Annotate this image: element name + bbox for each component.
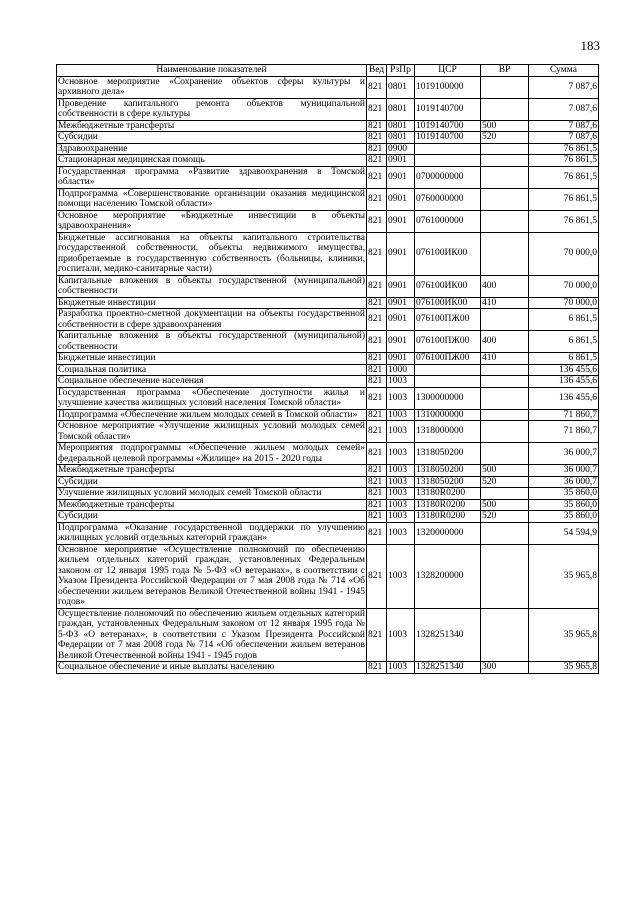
table-row	[57, 421, 599, 443]
row-ved-cell: 821	[367, 297, 387, 309]
row-vr-cell	[481, 488, 529, 500]
row-rzpr-cell: 1003	[387, 544, 415, 608]
row-rzpr-cell: 0801	[387, 132, 415, 144]
row-csr-cell: 076100ИК00	[415, 232, 481, 275]
row-sum-cell: 76 861,5	[529, 143, 599, 155]
row-sum-cell: 54 594,9	[529, 522, 599, 544]
table-row	[57, 155, 599, 167]
row-name-cell: Основное мероприятие «Улучшение жилищных условий молодых семей Томской области»	[58, 421, 365, 442]
row-name-cell: Субсидии	[57, 476, 367, 488]
row-ved-cell: 821	[367, 364, 387, 376]
row-ved-cell: 821	[367, 188, 387, 210]
row-ved-cell: 821	[367, 511, 387, 523]
row-rzpr-cell: 0901	[387, 166, 415, 188]
table-row	[57, 143, 599, 155]
row-csr-cell	[415, 155, 481, 167]
table-row	[57, 376, 599, 388]
row-name-cell: Субсидии	[57, 511, 367, 523]
row-rzpr-cell: 0801	[387, 98, 415, 120]
row-rzpr-cell: 1003	[387, 421, 415, 443]
row-name-cell: Проведение капитального ремонта объектов муниципальной собственности в сфере культуры	[58, 98, 365, 119]
row-rzpr-cell: 1000	[387, 364, 415, 376]
row-rzpr-cell: 0901	[387, 188, 415, 210]
row-vr-cell	[481, 166, 529, 188]
budget-table	[56, 64, 599, 674]
row-ved-cell: 821	[367, 488, 387, 500]
row-name-cell: Осуществление полномочий по обеспечению жильем отдельных категорий граждан, установленных Федеральным законом от 12 января 1995 года № 5-ФЗ «О ветеранах», в соответствии с Указом Президента Российской Федерации от 7 мая 2008 года № 714 «Об обеспечении жильем ветеранов Великой Отечественной войны 1941 - 1945 годов	[58, 608, 365, 661]
row-vr-cell	[481, 608, 529, 662]
row-vr-cell	[481, 232, 529, 275]
table-row	[57, 188, 599, 210]
table-row	[57, 465, 599, 477]
row-csr-cell: 1328200000	[415, 544, 481, 608]
table-row	[57, 210, 599, 232]
row-rzpr-cell: 1003	[387, 488, 415, 500]
table-row	[57, 297, 599, 309]
header-name: Наименование показателей	[57, 65, 367, 77]
table-row	[57, 98, 599, 120]
row-sum-cell: 36 000,7	[529, 476, 599, 488]
row-rzpr-cell: 0900	[387, 143, 415, 155]
row-ved-cell: 821	[367, 476, 387, 488]
row-sum-cell: 70 000,0	[529, 297, 599, 309]
row-name-cell: Социальное обеспечение населения	[57, 376, 367, 388]
row-ved-cell: 821	[367, 210, 387, 232]
row-ved-cell: 821	[367, 331, 387, 353]
row-vr-cell	[481, 155, 529, 167]
row-vr-cell	[481, 409, 529, 421]
row-csr-cell: 076100ИК00	[415, 297, 481, 309]
row-vr-cell: 300	[481, 662, 529, 674]
table-row	[57, 353, 599, 365]
row-sum-cell: 7 087,6	[529, 76, 599, 98]
table-row	[57, 409, 599, 421]
row-sum-cell: 136 455,6	[529, 364, 599, 376]
table-row	[57, 275, 599, 297]
row-vr-cell: 410	[481, 353, 529, 365]
row-csr-cell	[415, 364, 481, 376]
row-ved-cell: 821	[367, 275, 387, 297]
row-name-cell: Капитальные вложения в объекты государственной (муниципальной) собственности	[58, 275, 365, 296]
row-rzpr-cell: 0901	[387, 309, 415, 331]
table-header-row	[57, 65, 599, 77]
row-vr-cell: 520	[481, 511, 529, 523]
row-csr-cell	[415, 143, 481, 155]
row-vr-cell: 520	[481, 476, 529, 488]
row-csr-cell: 1328251340	[415, 662, 481, 674]
table-row	[57, 488, 599, 500]
row-rzpr-cell: 1003	[387, 499, 415, 511]
row-vr-cell	[481, 376, 529, 388]
row-ved-cell: 821	[367, 232, 387, 275]
row-ved-cell: 821	[367, 98, 387, 120]
row-rzpr-cell: 0801	[387, 120, 415, 132]
row-sum-cell: 35 965,8	[529, 544, 599, 608]
row-csr-cell: 1019140700	[415, 132, 481, 144]
row-rzpr-cell: 0901	[387, 331, 415, 353]
row-sum-cell: 35 860,0	[529, 488, 599, 500]
table-body	[57, 76, 599, 673]
row-csr-cell: 076100ПЖ00	[415, 331, 481, 353]
row-vr-cell	[481, 522, 529, 544]
table-row	[57, 331, 599, 353]
row-name-cell: Государственная программа «Обеспечение доступности жилья и улучшение качества жилищных условий населения Томской области»	[58, 387, 365, 408]
row-vr-cell	[481, 210, 529, 232]
row-rzpr-cell: 1003	[387, 476, 415, 488]
row-ved-cell: 821	[367, 544, 387, 608]
row-csr-cell: 13180R0200	[415, 511, 481, 523]
table-row	[57, 476, 599, 488]
row-ved-cell: 821	[367, 76, 387, 98]
row-sum-cell: 35 860,0	[529, 511, 599, 523]
row-vr-cell: 500	[481, 120, 529, 132]
row-rzpr-cell: 1003	[387, 662, 415, 674]
row-ved-cell: 821	[367, 465, 387, 477]
table-row	[57, 309, 599, 331]
row-ved-cell: 821	[367, 143, 387, 155]
row-vr-cell	[481, 188, 529, 210]
row-name-cell: Стационарная медицинская помощь	[57, 155, 367, 167]
row-csr-cell: 1310000000	[415, 409, 481, 421]
page-number: 183	[580, 38, 600, 53]
table-row	[57, 120, 599, 132]
row-csr-cell: 1318050200	[415, 443, 481, 465]
row-csr-cell: 13180R0200	[415, 499, 481, 511]
row-name-cell: Разработка проектно-сметной документации на объекты государственной собственности в сфере здравоохранения	[58, 309, 365, 330]
row-name-cell: Социальное обеспечение и иные выплаты населению	[57, 662, 367, 674]
row-vr-cell	[481, 143, 529, 155]
row-vr-cell	[481, 98, 529, 120]
row-sum-cell: 35 860,0	[529, 499, 599, 511]
row-csr-cell: 1300000000	[415, 387, 481, 409]
row-sum-cell: 35 965,8	[529, 662, 599, 674]
row-sum-cell: 76 861,5	[529, 210, 599, 232]
row-csr-cell: 0700000000	[415, 166, 481, 188]
row-csr-cell: 1019100000	[415, 76, 481, 98]
row-vr-cell: 500	[481, 465, 529, 477]
row-sum-cell: 6 861,5	[529, 331, 599, 353]
row-sum-cell: 7 087,6	[529, 132, 599, 144]
row-sum-cell: 76 861,5	[529, 155, 599, 167]
row-ved-cell: 821	[367, 309, 387, 331]
row-name-cell: Капитальные вложения в объекты государственной (муниципальной) собственности	[58, 331, 365, 352]
row-sum-cell: 136 455,6	[529, 387, 599, 409]
table-row	[57, 76, 599, 98]
row-sum-cell: 70 000,0	[529, 275, 599, 297]
row-rzpr-cell: 0901	[387, 353, 415, 365]
row-rzpr-cell: 1003	[387, 376, 415, 388]
row-sum-cell: 35 965,8	[529, 608, 599, 662]
row-sum-cell: 76 861,5	[529, 166, 599, 188]
row-ved-cell: 821	[367, 409, 387, 421]
row-ved-cell: 821	[367, 522, 387, 544]
row-name-cell: Подпрограмма «Оказание государственной поддержки по улучшению жилищных условий отдельных категорий граждан»	[58, 522, 365, 543]
table-row	[57, 387, 599, 409]
table-row	[57, 499, 599, 511]
row-name-cell: Государственная программа «Развитие здравоохранения в Томской области»	[58, 166, 365, 187]
row-ved-cell: 821	[367, 353, 387, 365]
row-sum-cell: 36 000,7	[529, 443, 599, 465]
row-vr-cell	[481, 364, 529, 376]
row-name-cell: Социальная политика	[57, 364, 367, 376]
row-name-cell: Бюджетные ассигнования на объекты капитального строительства государственной собственности, объекты недвижимого имущества, приобретаемые в государственную собственность (больницы, клиники, госпитали, медико-санитарные части)	[58, 232, 365, 274]
row-vr-cell	[481, 421, 529, 443]
row-name-cell: Улучшение жилищных условий молодых семей Томской области	[57, 488, 367, 500]
row-sum-cell: 7 087,6	[529, 120, 599, 132]
row-rzpr-cell: 1003	[387, 443, 415, 465]
row-sum-cell: 136 455,6	[529, 376, 599, 388]
row-ved-cell: 821	[367, 376, 387, 388]
row-sum-cell: 70 000,0	[529, 232, 599, 275]
row-csr-cell: 0760000000	[415, 188, 481, 210]
row-vr-cell: 410	[481, 297, 529, 309]
row-name-cell: Субсидии	[57, 132, 367, 144]
row-name-cell: Подпрограмма «Обеспечение жильем молодых семей в Томской области»	[57, 409, 367, 421]
row-name-cell: Основное мероприятие «Бюджетные инвестиции в объекты здравоохранения»	[58, 210, 365, 231]
row-csr-cell	[415, 376, 481, 388]
table-row	[57, 443, 599, 465]
row-sum-cell: 71 860,7	[529, 421, 599, 443]
row-rzpr-cell: 1003	[387, 522, 415, 544]
row-rzpr-cell: 0901	[387, 232, 415, 275]
row-name-cell: Подпрограмма «Совершенствование организации оказания медицинской помощи населению Томской области»	[58, 188, 365, 209]
row-name-cell: Основное мероприятие «Сохранение объектов сферы культуры и архивного дела»	[58, 76, 365, 97]
row-sum-cell: 76 861,5	[529, 188, 599, 210]
row-sum-cell: 36 000,7	[529, 465, 599, 477]
row-vr-cell: 400	[481, 275, 529, 297]
row-sum-cell: 71 860,7	[529, 409, 599, 421]
row-csr-cell: 076100ИК00	[415, 275, 481, 297]
row-rzpr-cell: 1003	[387, 465, 415, 477]
row-name-cell: Межбюджетные трансферты	[57, 465, 367, 477]
row-rzpr-cell: 0901	[387, 275, 415, 297]
row-ved-cell: 821	[367, 120, 387, 132]
row-ved-cell: 821	[367, 421, 387, 443]
row-csr-cell: 0761000000	[415, 210, 481, 232]
row-vr-cell	[481, 387, 529, 409]
row-rzpr-cell: 0901	[387, 155, 415, 167]
header-csr: ЦСР	[415, 65, 481, 77]
table-row	[57, 544, 599, 608]
row-rzpr-cell: 1003	[387, 387, 415, 409]
row-rzpr-cell: 0901	[387, 297, 415, 309]
row-csr-cell: 076100ПЖ00	[415, 353, 481, 365]
row-vr-cell: 520	[481, 132, 529, 144]
table-row	[57, 364, 599, 376]
row-ved-cell: 821	[367, 499, 387, 511]
row-vr-cell	[481, 76, 529, 98]
row-csr-cell: 13180R0200	[415, 488, 481, 500]
row-sum-cell: 6 861,5	[529, 353, 599, 365]
row-csr-cell: 1318000000	[415, 421, 481, 443]
table-row	[57, 232, 599, 275]
row-sum-cell: 6 861,5	[529, 309, 599, 331]
row-ved-cell: 821	[367, 387, 387, 409]
row-name-cell: Мероприятия подпрограммы «Обеспечение жильем молодых семей» федеральной целевой программы «Жилище» на 2015 - 2020 годы	[58, 443, 365, 464]
header-ved: Вед	[367, 65, 387, 77]
header-sum: Сумма	[529, 65, 599, 77]
table-row	[57, 132, 599, 144]
row-ved-cell: 821	[367, 132, 387, 144]
row-rzpr-cell: 0901	[387, 210, 415, 232]
row-csr-cell: 1328251340	[415, 608, 481, 662]
row-name-cell: Межбюджетные трансферты	[57, 499, 367, 511]
row-csr-cell: 1019140700	[415, 120, 481, 132]
row-name-cell: Здравоохранение	[57, 143, 367, 155]
row-vr-cell	[481, 544, 529, 608]
row-vr-cell: 400	[481, 331, 529, 353]
row-name-cell: Основное мероприятие «Осуществление полномочий по обеспечению жильем отдельных категорий граждан, установленных Федеральным законом от 12 января 1995 года № 5-ФЗ «О ветеранах», в соответствии с Указом Президента Российской Федерации от 7 мая 2008 года № 714 «Об обеспечении жильем ветеранов Великой Отечественной войны 1941 - 1945 годов»	[58, 544, 365, 607]
row-ved-cell: 821	[367, 166, 387, 188]
row-csr-cell: 1318050200	[415, 476, 481, 488]
row-name-cell: Бюджетные инвестиции	[57, 353, 367, 365]
row-vr-cell	[481, 309, 529, 331]
row-ved-cell: 821	[367, 155, 387, 167]
header-vr: ВР	[481, 65, 529, 77]
row-vr-cell: 500	[481, 499, 529, 511]
table-row	[57, 166, 599, 188]
row-name-cell: Бюджетные инвестиции	[57, 297, 367, 309]
row-ved-cell: 821	[367, 608, 387, 662]
row-csr-cell: 1019140700	[415, 98, 481, 120]
table-row	[57, 511, 599, 523]
row-sum-cell: 7 087,6	[529, 98, 599, 120]
row-name-cell: Межбюджетные трансферты	[57, 120, 367, 132]
row-rzpr-cell: 1003	[387, 511, 415, 523]
row-rzpr-cell: 0801	[387, 76, 415, 98]
row-vr-cell	[481, 443, 529, 465]
row-rzpr-cell: 1003	[387, 409, 415, 421]
row-ved-cell: 821	[367, 662, 387, 674]
table-row	[57, 662, 599, 674]
table-row	[57, 608, 599, 662]
row-ved-cell: 821	[367, 443, 387, 465]
row-csr-cell: 1318050200	[415, 465, 481, 477]
row-csr-cell: 1320000000	[415, 522, 481, 544]
row-csr-cell: 076100ПЖ00	[415, 309, 481, 331]
table-row	[57, 522, 599, 544]
row-rzpr-cell: 1003	[387, 608, 415, 662]
header-rzpr: РзПр	[387, 65, 415, 77]
